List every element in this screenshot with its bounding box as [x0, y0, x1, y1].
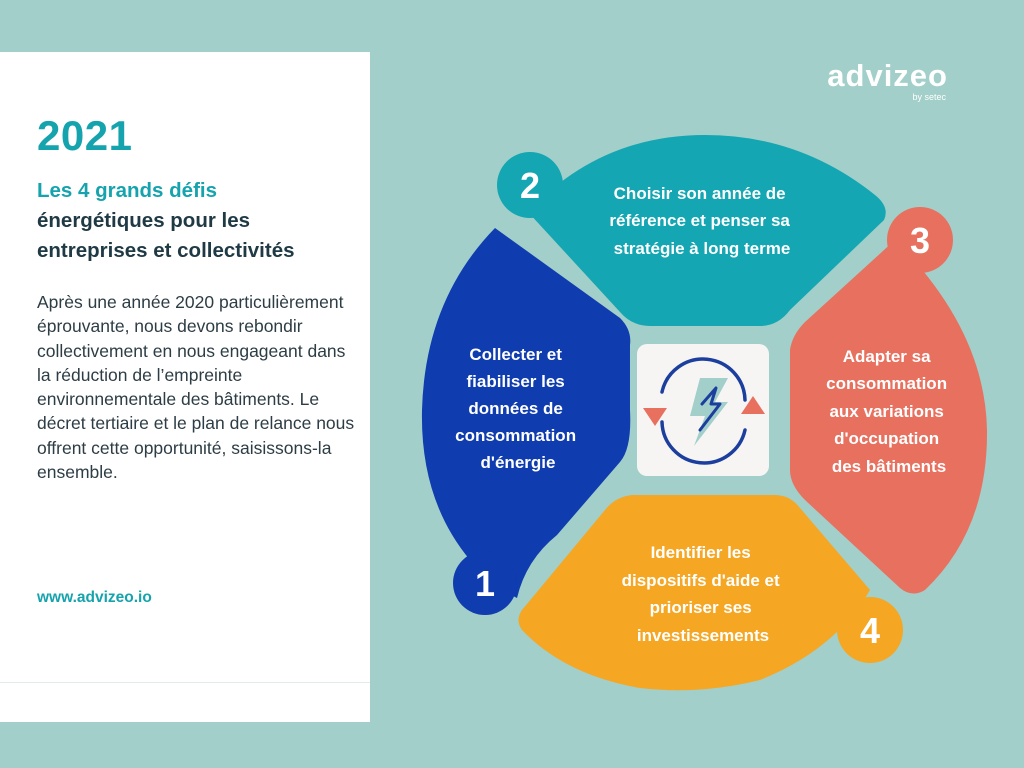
- intro-paragraph: Après une année 2020 particulièrement éprouvante, nous devons rebondir collectivement en nous engageant dans la réduction de l’empreinte environnementale des bâtiments. Le décret tertiaire et le plan de relance nous offrent cette opportunité, saisissons-la ensemble.: [37, 292, 355, 483]
- segment-3-line: Adapter sa: [842, 347, 931, 366]
- segment-3-line: d'occupation: [834, 429, 940, 448]
- segment-4-line: prioriser ses: [649, 598, 752, 617]
- energy-cycle-icon: [637, 344, 769, 476]
- segment-1-line: données de: [468, 399, 563, 418]
- year-title: 2021: [37, 112, 133, 159]
- segment-4-line: Identifier les: [650, 543, 751, 562]
- segment-3-number: 3: [909, 220, 931, 261]
- logo-wordmark: advizeo: [827, 58, 948, 93]
- segment-2-line: Choisir son année de: [613, 184, 786, 203]
- segment-4-number: 4: [859, 610, 881, 651]
- segment-3-line: des bâtiments: [831, 457, 947, 476]
- segment-3-line: aux variations: [829, 402, 944, 421]
- segment-2-number: 2: [519, 165, 541, 206]
- segment-1-line: d'énergie: [480, 453, 556, 472]
- logo-byline: by setec: [912, 92, 946, 102]
- segment-1-line: Collecter et: [469, 345, 562, 364]
- segment-1-number: 1: [474, 563, 496, 604]
- segment-4-shape: [519, 495, 871, 690]
- headline-accent: Les 4 grands défis: [37, 179, 218, 202]
- segment-2-line: référence et penser sa: [609, 211, 790, 230]
- segment-2-text: [609, 184, 794, 258]
- segment-2-line: stratégie à long terme: [613, 239, 791, 258]
- segment-4-line: investissements: [636, 626, 770, 645]
- segment-3-line: consommation: [826, 374, 948, 393]
- website-link[interactable]: www.advizeo.io: [37, 589, 152, 606]
- segment-1-line: consommation: [455, 426, 577, 445]
- headline-rest: énergétiques pour les entreprises et collectivités: [37, 209, 295, 262]
- segment-1-line: fiabiliser les: [466, 372, 565, 391]
- segment-4-line: dispositifs d'aide et: [621, 571, 780, 590]
